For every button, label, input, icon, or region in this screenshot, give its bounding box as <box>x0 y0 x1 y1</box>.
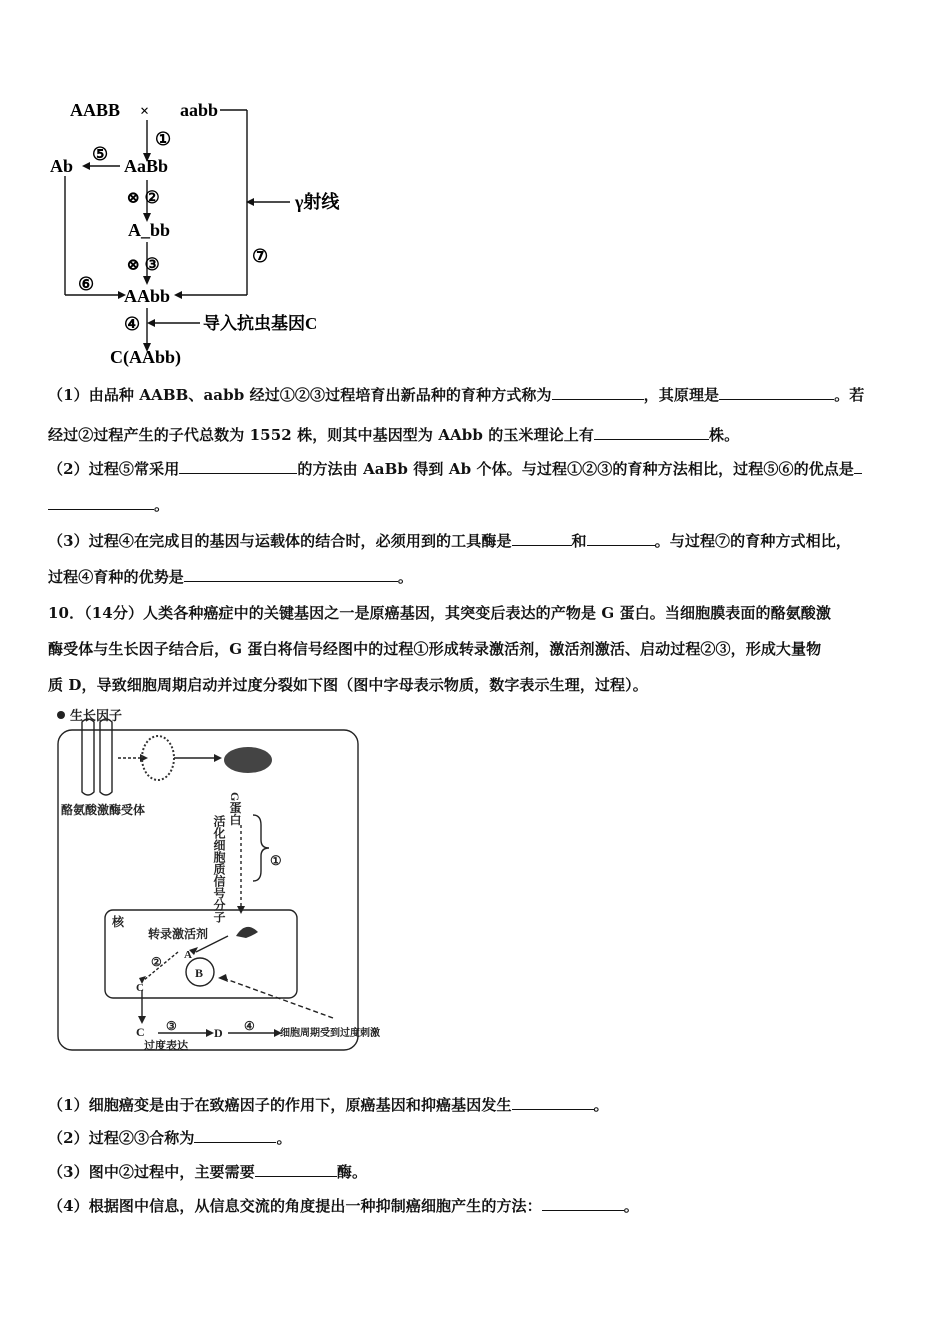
q10-intro-line3: 质 D，导致细胞周期启动并过度分裂如下图（图中字母表示物质，数字表示生理，过程）。 <box>48 676 648 694</box>
step-1-label: ① <box>155 129 172 149</box>
q10-intro-line1: 10．（14分）人类各种癌症中的关键基因之一是原癌基因，其突变后表达的产物是 G 蛋白。当细胞膜表面的酪氨酸激 <box>48 604 832 622</box>
q9-part1-line1: （1）由品种 AABB、aabb 经过①②③过程培育出新品种的育种方式称为 ，其原理是 。若 <box>48 386 865 404</box>
q9-part3-line2: 过程④育种的优势是 。 <box>48 568 414 586</box>
q10-part3: （3）图中②过程中，主要需要 酶。 <box>48 1163 368 1181</box>
process-3-label: ③ <box>166 1019 177 1033</box>
q10-part2: （2）过程②③合称为 。 <box>48 1129 292 1147</box>
genotype-C-AAbb: C(AAbb) <box>110 347 182 367</box>
q10-part4: （4）根据图中信息，从信息交流的角度提出一种抑制癌细胞产生的方法： 。 <box>48 1197 639 1215</box>
q9-part2-line1: （2）过程⑤常采用 的方法由 AaBb 得到 Ab 个体。与过程①②③的育种方法相比，过程⑤⑥的优点是 <box>48 458 910 479</box>
step-6-label: ⑥ <box>78 274 95 294</box>
q9-part1-line2: 经过②过程产生的子代总数为 1552 株，则其中基因型为 AAbb 的玉米理论上有 株。 <box>48 426 740 444</box>
self-cross-3: ⊗ ③ <box>126 255 160 274</box>
genotype-A_bb: A_bb <box>128 220 171 240</box>
overexpression-label: 过度表达 <box>144 1040 188 1052</box>
signal-molecule-label: 活化细胞质信号分子 <box>212 815 226 923</box>
q10-intro-line2: 酶受体与生长因子结合后，G 蛋白将信号经图中的过程①形成转录激活剂，激活剂激活、启动过程②③，形成大量物 <box>48 640 822 658</box>
cross-symbol: × <box>140 103 150 120</box>
insert-gene-label: 导入抗虫基因C <box>203 314 318 333</box>
gamma-ray-label: γ射线 <box>295 192 340 212</box>
q9-part3-line1: （3）过程④在完成目的基因与运载体的结合时，必须用到的工具酶是 和 。与过程⑦的育种方式相比， <box>48 532 851 550</box>
letter-c2-label: C <box>136 1025 145 1039</box>
cell-cycle-label: 细胞周期受到过度刺激 <box>280 1028 380 1039</box>
letter-d-label: D <box>214 1026 223 1040</box>
process-4-label: ④ <box>244 1019 255 1033</box>
process-2-label: ② <box>151 955 162 969</box>
q10-part1: （1）细胞癌变是由于在致癌因子的作用下，原癌基因和抑癌基因发生 。 <box>48 1096 609 1114</box>
growth-factor-label: 生长因子 <box>70 708 123 723</box>
genotype-aabb: aabb <box>180 100 219 120</box>
letter-c-label: C <box>136 982 144 994</box>
g-protein-label: G蛋白 <box>228 792 242 826</box>
letter-b-label: B <box>195 966 204 980</box>
step-5-label: ⑤ <box>92 144 109 164</box>
breeding-diagram <box>40 90 370 375</box>
receptor-label: 酪氨酸激酶受体 <box>61 803 146 817</box>
process-1-label: ① <box>270 853 282 868</box>
genotype-AaBb: AaBb <box>124 156 169 176</box>
step-4-label: ④ <box>124 314 141 334</box>
step-7-label: ⑦ <box>252 246 269 266</box>
nucleus-label: 核 <box>112 915 125 929</box>
genotype-AABB: AABB <box>70 100 121 120</box>
genotype-AAbb: AAbb <box>124 286 171 306</box>
activator-label: 转录激活剂 <box>148 927 209 941</box>
q9-part2-line2: 。 <box>48 494 910 515</box>
cell-signal-diagram <box>48 700 388 1060</box>
letter-a-label: A <box>184 949 192 961</box>
genotype-Ab: Ab <box>50 156 74 176</box>
self-cross-2: ⊗ ② <box>126 188 160 207</box>
